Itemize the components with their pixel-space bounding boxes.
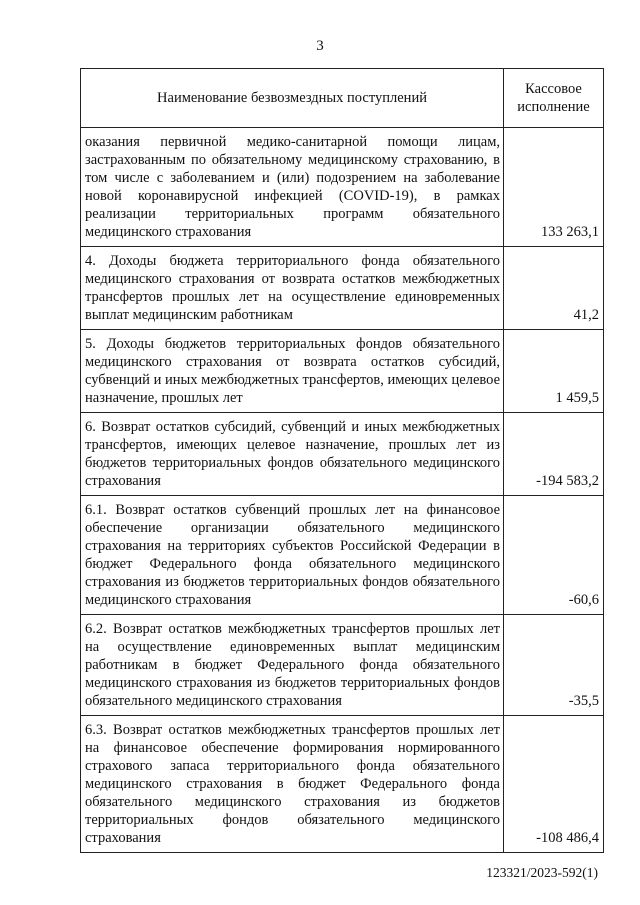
table-row (81, 330, 604, 413)
header-amount: Кассовое исполнение (504, 69, 604, 128)
row-amount: 41,2 (504, 247, 604, 330)
row-description: 6.1. Возврат остатков субвенций прошлых лет на финансовое обеспечение организации обязательного медицинского страхования на территориях субъектов Российской Федерации в бюджет Федерального фонда обязательного медицинского страхования из бюджетов территориальных фондов обязательного медицинского страхования (81, 496, 504, 615)
row-description: 6.2. Возврат остатков межбюджетных трансфертов прошлых лет на осуществление единовременных выплат медицинским работникам в бюджет Федерального фонда обязательного медицинского страхования из бюджетов территориальных фондов обязательного медицинского страхования (81, 615, 504, 716)
document-code: 123321/2023-592(1) (486, 865, 598, 880)
table-row (81, 615, 604, 716)
receipts-table (80, 68, 604, 853)
row-amount: -60,6 (504, 496, 604, 615)
row-description: 6. Возврат остатков субсидий, субвенций и иных межбюджетных трансфертов, имеющих целевое назначение, прошлых лет из бюджетов территориальных фондов обязательного медицинского страхования (81, 413, 504, 496)
row-amount: 1 459,5 (504, 330, 604, 413)
table-row (81, 247, 604, 330)
row-amount: 133 263,1 (504, 128, 604, 247)
table-row (81, 716, 604, 853)
table-header-row (81, 69, 604, 128)
table-row (81, 128, 604, 247)
row-description: 5. Доходы бюджетов территориальных фондов обязательного медицинского страхования от возврата остатков субсидий, субвенций и иных межбюджетных трансфертов, имеющих целевое назначение, прошлых лет (81, 330, 504, 413)
row-description: оказания первичной медико-санитарной помощи лицам, застрахованным по обязательному медицинскому страхованию, в том числе с заболеванием и (или) подозрением на заболевание новой коронавирусной инфекцией (COVID-19), в рамках реализации территориальных программ обязательного медицинского страхования (81, 128, 504, 247)
row-amount: -194 583,2 (504, 413, 604, 496)
row-amount: -108 486,4 (504, 716, 604, 853)
row-description: 4. Доходы бюджета территориального фонда обязательного медицинского страхования от возврата остатков межбюджетных трансфертов прошлых лет на осуществление единовременных выплат медицинским работникам (81, 247, 504, 330)
page-number: 3 (316, 38, 324, 54)
table-row (81, 496, 604, 615)
table-row (81, 413, 604, 496)
row-amount: -35,5 (504, 615, 604, 716)
row-description: 6.3. Возврат остатков межбюджетных трансфертов прошлых лет на финансовое обеспечение формирования нормированного страхового запаса территориального фонда обязательного медицинского страхования в бюджет Федерального фонда обязательного медицинского страхования из бюджетов территориальных фондов обязательного медицинского страхования (81, 716, 504, 853)
header-name: Наименование безвозмездных поступлений (81, 69, 504, 128)
